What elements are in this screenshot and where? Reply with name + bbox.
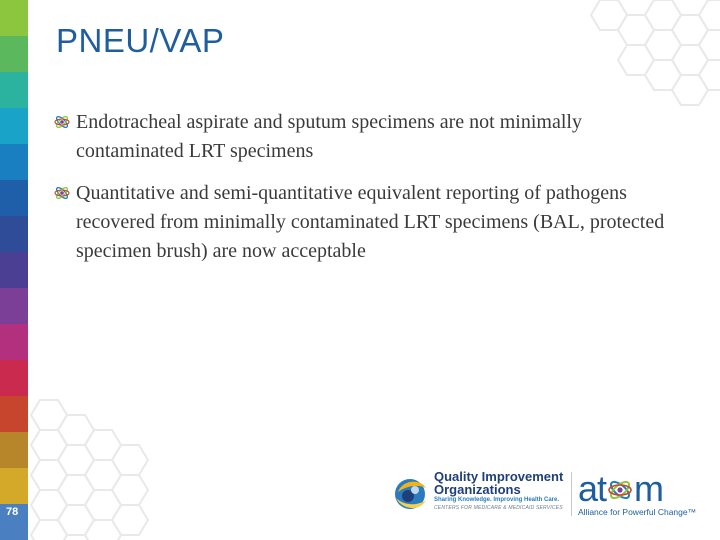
atom-tagline [578,507,696,517]
qio-tagline: Sharing Knowledge. Improving Health Care. [434,497,560,503]
atom-o-icon [607,477,633,503]
atom-bullet-icon [54,114,70,130]
slide-title: PNEU/VAP [56,22,225,59]
bullet-text: Quantitative and semi-quantitative equivalent reporting of pathogens recovered from minimally contaminated LRT specimens (BAL, protected specimen brush) are now acceptable [76,182,665,262]
qio-line2: Organizations [434,482,521,497]
qio-logo [390,470,570,520]
logo-divider [571,472,572,516]
atom-logo [576,470,706,520]
bullet-item [54,179,694,266]
atom-bullet-icon [54,185,70,201]
qio-line1: Quality Improvement [434,469,564,484]
bullet-list [54,108,694,279]
atom-wordmark [578,470,663,508]
atom-word-b: m [634,468,664,509]
qio-globe-icon [390,470,434,518]
atom-tagline-text: Alliance for Powerful Change [578,507,688,517]
bullet-text: Endotracheal aspirate and sputum specimens are not minimally contaminated LRT specimens [76,111,582,162]
qio-wordmark [434,470,563,512]
qio-subline: CENTERS FOR MEDICARE & MEDICAID SERVICES [434,505,563,511]
page-number: 78 [6,506,19,518]
atom-trademark: ™ [687,507,697,517]
bullet-item [54,108,694,166]
atom-word-a: at [578,468,607,509]
